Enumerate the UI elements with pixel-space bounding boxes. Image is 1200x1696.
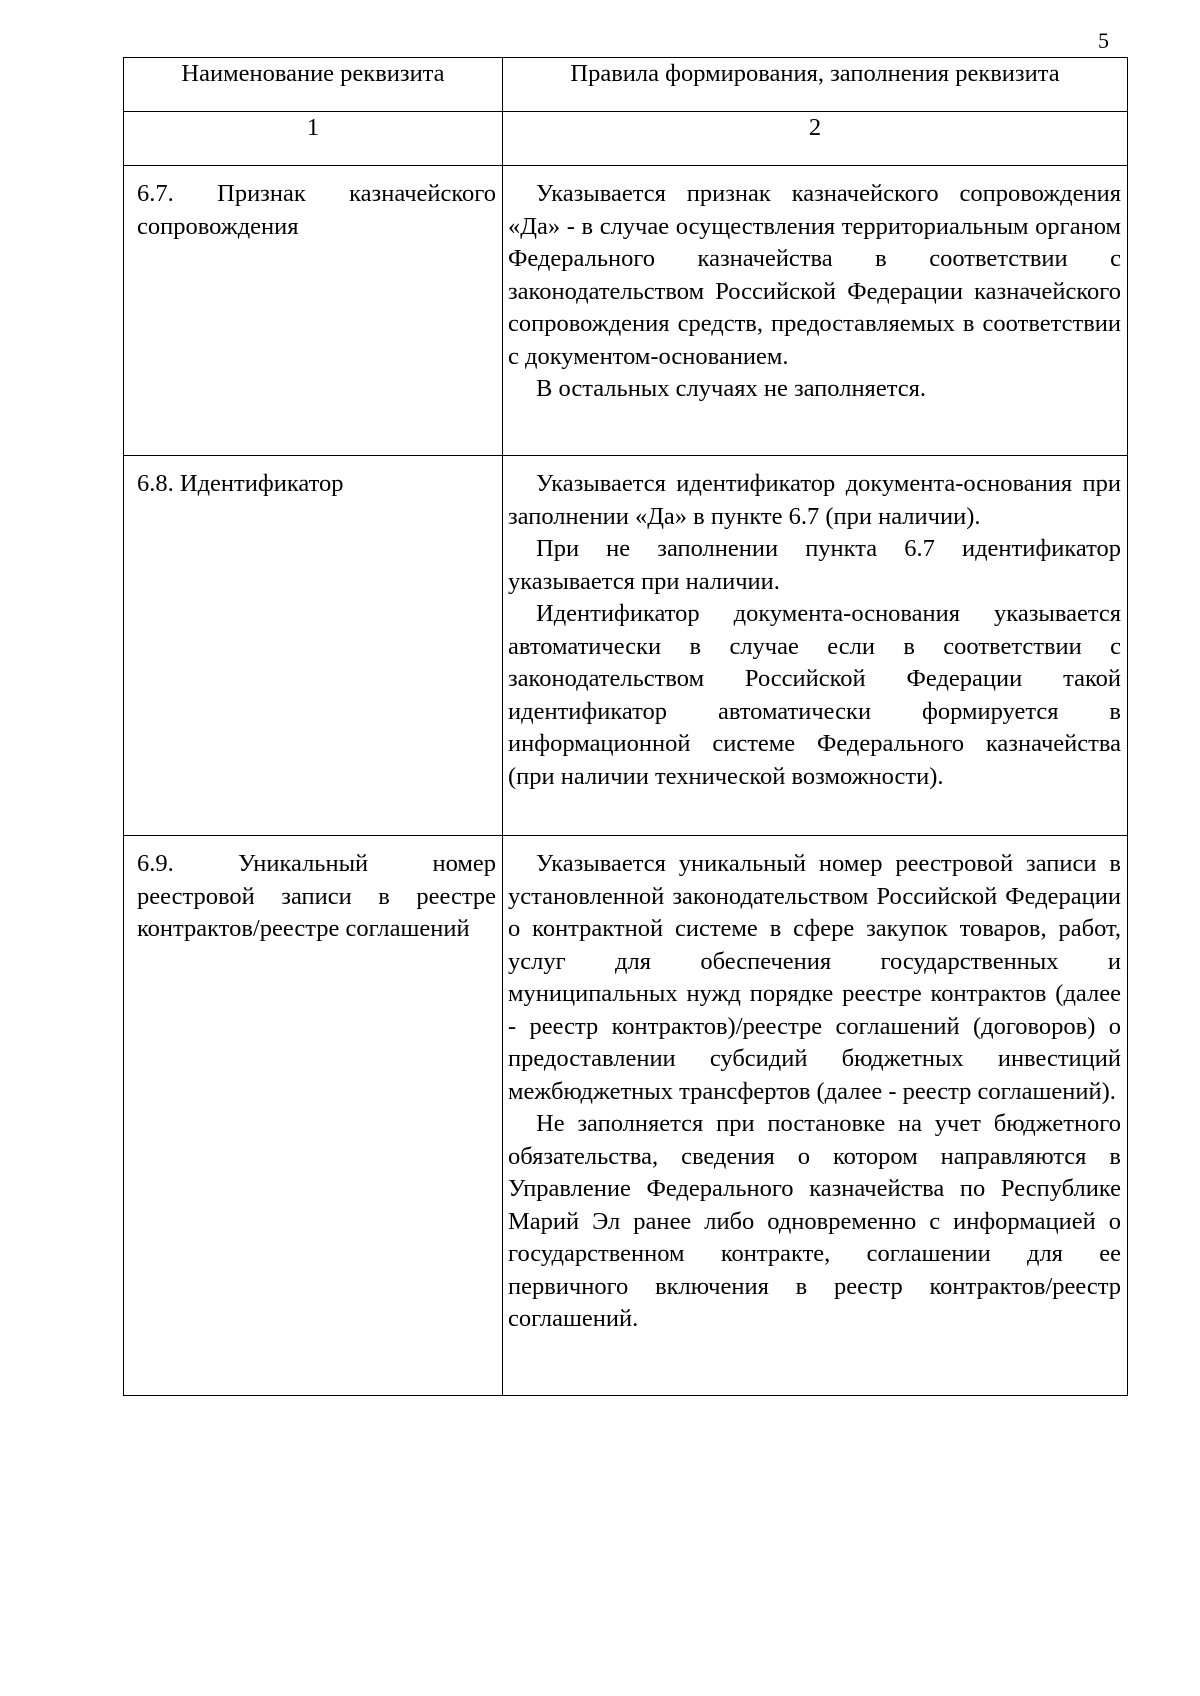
requisite-rules <box>503 456 1128 836</box>
page-number: 5 <box>1098 28 1109 53</box>
table-row <box>124 836 1128 1396</box>
column-number-1: 1 <box>124 112 503 166</box>
requisite-name: 6.9. Уникальный номер реестровой записи в реестре контрактов/реестре соглашений <box>124 836 503 1396</box>
rule-paragraph: Указывается признак казначейского сопровождения «Да» - в случае осуществления территориальным органом Федерального казначейства в соответствии с законодательством Российской Федерации казначейского сопровождения средств, предоставляемых в соответствии с документом-основанием. <box>508 180 1121 370</box>
rule-paragraph: Не заполняется при постановке на учет бюджетного обязательства, сведения о котором направляются в Управление Федерального казначейства по Республике Марий Эл ранее либо одновременно с информацией о государственном контракте, соглашении для ее первичного включения в реестр контрактов/реестр соглашений. <box>508 1110 1121 1332</box>
rule-paragraph: При не заполнении пункта 6.7 идентификатор указывается при наличии. <box>508 535 1121 595</box>
table-row <box>124 166 1128 456</box>
column-number-row <box>124 112 1128 166</box>
rule-paragraph: В остальных случаях не заполняется. <box>536 375 926 402</box>
column-header-rules: Правила формирования, заполнения реквизита <box>503 58 1128 112</box>
requisite-rules <box>503 836 1128 1396</box>
rule-paragraph: Указывается уникальный номер реестровой записи в установленной законодательством Российской Федерации о контрактной системе в сфере закупок товаров, работ, услуг для обеспечения государственных и муниципальных нужд порядке реестре контрактов (далее - реестр контрактов)/реестре соглашений (договоров) о предоставлении субсидий бюджетных инвестиций межбюджетных трансфертов (далее - реестр соглашений). <box>508 850 1121 1105</box>
rule-paragraph: Указывается идентификатор документа-основания при заполнении «Да» в пункте 6.7 (при наличии). <box>508 470 1121 530</box>
requisite-name: 6.7. Признак казначейского сопровождения <box>124 166 503 456</box>
requisites-table <box>123 57 1128 1396</box>
rule-paragraph: Идентификатор документа-основания указывается автоматически в случае если в соответствии с законодательством Российской Федерации такой идентификатор автоматически формируется в информационной системе Федерального казначейства (при наличии технической возможности). <box>508 600 1121 790</box>
column-number-2: 2 <box>503 112 1128 166</box>
column-header-name: Наименование реквизита <box>124 58 503 112</box>
requisite-name: 6.8. Идентификатор <box>124 456 503 836</box>
requisite-rules <box>503 166 1128 456</box>
table-row <box>124 456 1128 836</box>
table-header-row <box>124 58 1128 112</box>
